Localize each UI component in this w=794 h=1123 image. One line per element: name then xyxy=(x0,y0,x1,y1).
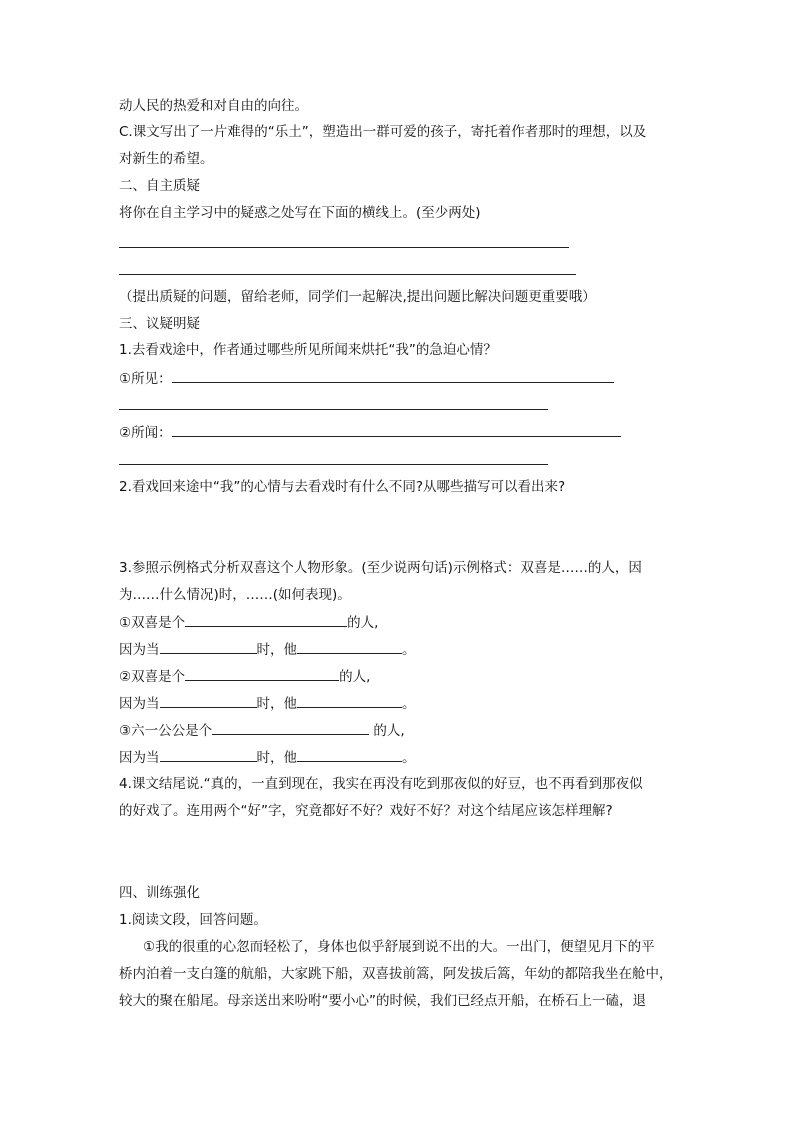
fill-text: 。 xyxy=(402,642,416,658)
q1-heard-blank-2[interactable] xyxy=(119,464,548,465)
fill-row-2b xyxy=(119,694,416,713)
answer-line-1[interactable] xyxy=(119,247,569,248)
section-4-title: 四、训练强化 xyxy=(119,885,200,901)
answer-line-2[interactable] xyxy=(119,274,576,275)
fill-text: 。 xyxy=(402,696,416,712)
fill-blank[interactable] xyxy=(160,694,257,708)
fill-row-2 xyxy=(119,667,370,686)
fill-text: 时，他 xyxy=(256,642,297,658)
fill-text: 的人, xyxy=(347,615,379,631)
q1-seen-blank-2[interactable] xyxy=(119,409,548,410)
q1-seen-label: ①所见： xyxy=(119,371,172,387)
question-3-line2: 为……什么情况)时，……(如何表现)。 xyxy=(119,587,351,603)
fill-text: 因为当 xyxy=(119,642,160,658)
fill-blank[interactable] xyxy=(160,640,257,654)
fill-blank[interactable] xyxy=(297,748,402,762)
section-2-instruction: 将你在自主学习中的疑惑之处写在下面的横线上。(至少两处) xyxy=(119,205,481,221)
section-3-title: 三、议疑明疑 xyxy=(119,316,200,332)
fill-text: 的人, xyxy=(339,669,371,685)
fill-text: ①双喜是个 xyxy=(119,615,186,631)
fill-blank[interactable] xyxy=(160,748,257,762)
passage-line-2: 桥内泊着一支白篷的航船，大家跳下船，双喜拔前篙，阿发拔后篙，年幼的都陪我坐在舱中， xyxy=(119,966,673,982)
section-4-question-1: 1.阅读文段，回答问题。 xyxy=(119,912,267,928)
fill-row-1 xyxy=(119,613,378,632)
fill-blank[interactable] xyxy=(185,613,347,627)
question-3-line1: 3.参照示例格式分析双喜这个人物形象。(至少说两句话)示例格式：双喜是……的人，因 xyxy=(119,560,642,576)
question-1: 1.去看戏途中，作者通过哪些所见所闻来烘托“我”的急迫心情？ xyxy=(119,342,497,358)
fill-row-3b xyxy=(119,748,416,767)
section-2-note: （提出质疑的问题，留给老师，同学们一起解决,提出问题比解决问题更重要哦） xyxy=(119,289,596,305)
text-line: 动人民的热爱和对自由的向往。 xyxy=(119,98,308,114)
q1-heard-row xyxy=(119,423,621,442)
option-c-line2: 对新生的希望。 xyxy=(119,151,214,167)
fill-blank[interactable] xyxy=(212,721,369,735)
section-2-title: 二、自主质疑 xyxy=(119,178,200,194)
q1-seen-row xyxy=(119,369,614,388)
passage-line-1: ①我的很重的心忽而轻松了，身体也似乎舒展到说不出的大。一出门，便望见月下的平 xyxy=(143,939,655,955)
fill-blank[interactable] xyxy=(297,694,402,708)
fill-blank[interactable] xyxy=(297,640,402,654)
fill-text: ②双喜是个 xyxy=(119,669,186,685)
q1-heard-blank[interactable] xyxy=(172,423,621,437)
q1-seen-blank[interactable] xyxy=(172,369,614,383)
fill-blank[interactable] xyxy=(185,667,339,681)
option-c-line1: C.课文写出了一片难得的“乐土”，塑造出一群可爱的孩子，寄托着作者那时的理想，以及 xyxy=(119,124,647,140)
fill-text: 因为当 xyxy=(119,750,160,766)
fill-row-1b xyxy=(119,640,416,659)
q1-heard-label: ②所闻： xyxy=(119,425,172,441)
question-4-line2: 的好戏了。连用两个“好”字，究竟都好不好？戏好不好？对这个结尾应该怎样理解? xyxy=(119,803,613,819)
fill-text: 因为当 xyxy=(119,696,160,712)
fill-text: 。 xyxy=(402,750,416,766)
fill-text: 时，他 xyxy=(256,750,297,766)
question-2: 2.看戏回来途中“我”的心情与去看戏时有什么不同?从哪些描写可以看出来? xyxy=(119,479,566,495)
fill-row-3 xyxy=(119,721,405,740)
fill-text: ③六一公公是个 xyxy=(119,723,213,739)
question-4-line1: 4.课文结尾说.“真的，一直到现在，我实在再没有吃到那夜似的好豆，也不再看到那夜似 xyxy=(119,776,643,792)
fill-text: 时，他 xyxy=(256,696,297,712)
passage-line-3: 较大的聚在船尾。母亲送出来吩咐“要小心”的时候，我们已经点开船，在桥石上一磕，退 xyxy=(119,993,646,1009)
fill-text: 的人, xyxy=(369,723,405,739)
